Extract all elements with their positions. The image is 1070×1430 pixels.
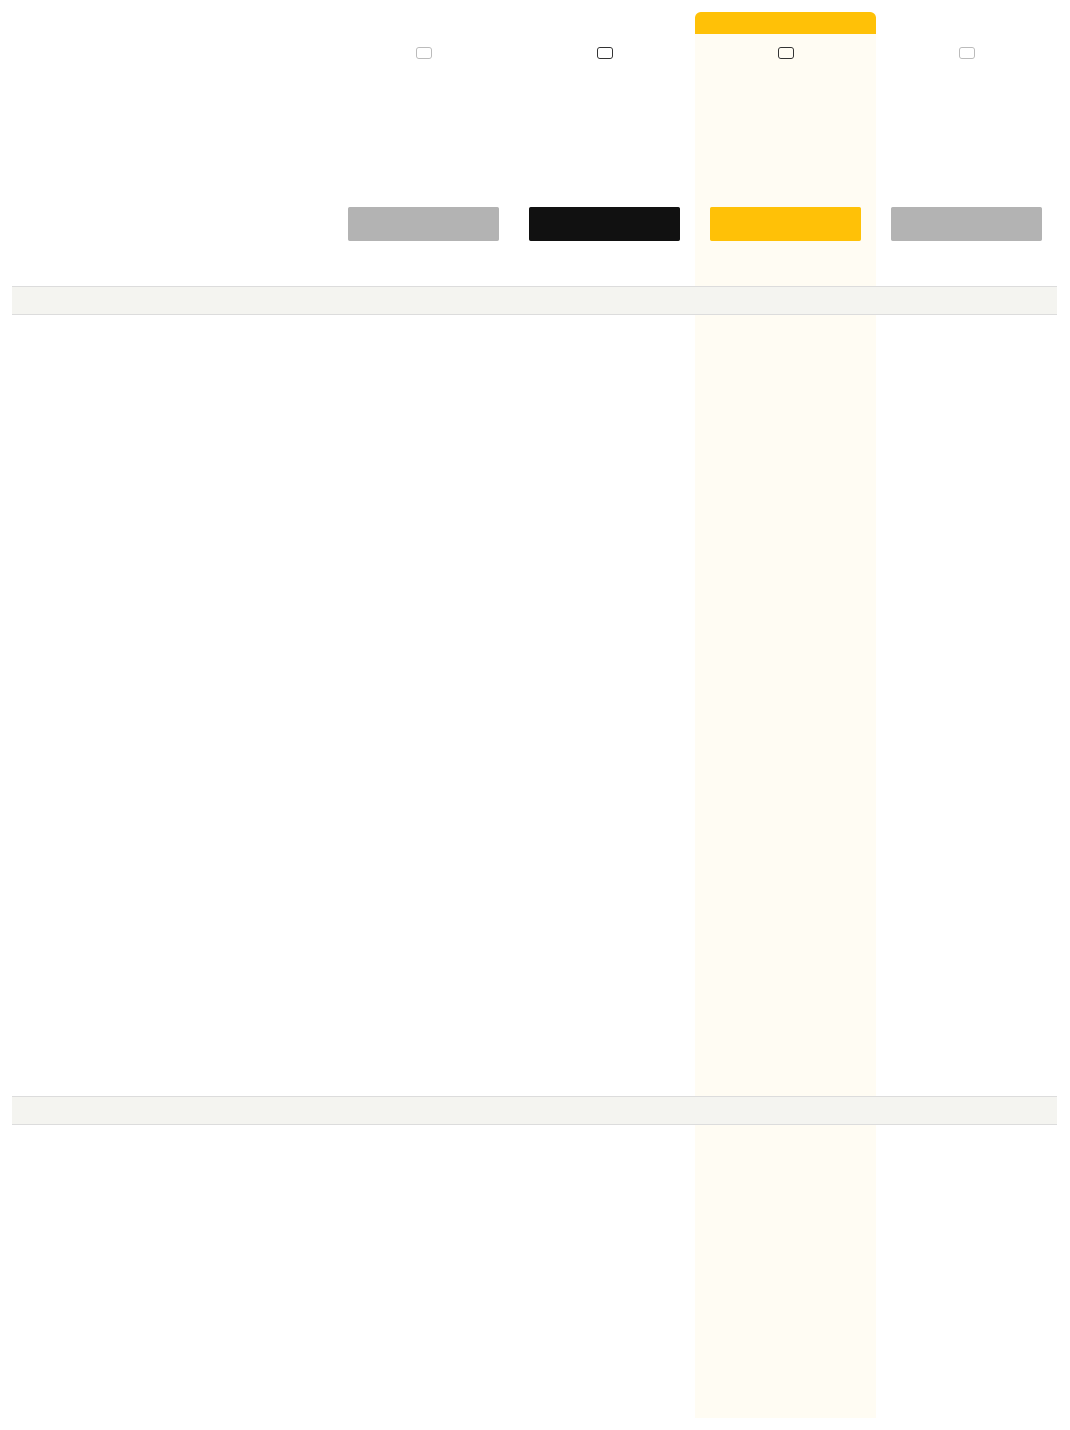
start-trial-button-flex[interactable] bbox=[529, 207, 680, 241]
pro-column-highlight bbox=[695, 315, 876, 1096]
plan-badge-enterprise bbox=[959, 47, 975, 59]
contact-us-button[interactable] bbox=[891, 207, 1042, 241]
no-hidden-fees-note bbox=[333, 264, 1057, 286]
plan-badge-pro bbox=[778, 47, 794, 59]
plan-price-flex bbox=[514, 76, 695, 126]
enterprise-description bbox=[888, 78, 1045, 148]
plan-pro bbox=[695, 34, 876, 264]
start-trial-button-pro[interactable] bbox=[710, 207, 861, 241]
plan-price-pro bbox=[695, 76, 876, 126]
plan-lite bbox=[333, 34, 514, 264]
section-header-features bbox=[12, 286, 1057, 315]
start-trial-button-lite[interactable] bbox=[348, 207, 499, 241]
pro-column-highlight bbox=[695, 1125, 876, 1418]
section-header-support bbox=[12, 1096, 1057, 1125]
plan-flex bbox=[514, 34, 695, 264]
plan-badge-flex bbox=[597, 47, 613, 59]
plan-badge-lite bbox=[416, 47, 432, 59]
plan-price-lite bbox=[333, 76, 514, 126]
most-popular-badge bbox=[695, 12, 876, 34]
plan-enterprise bbox=[876, 34, 1057, 264]
